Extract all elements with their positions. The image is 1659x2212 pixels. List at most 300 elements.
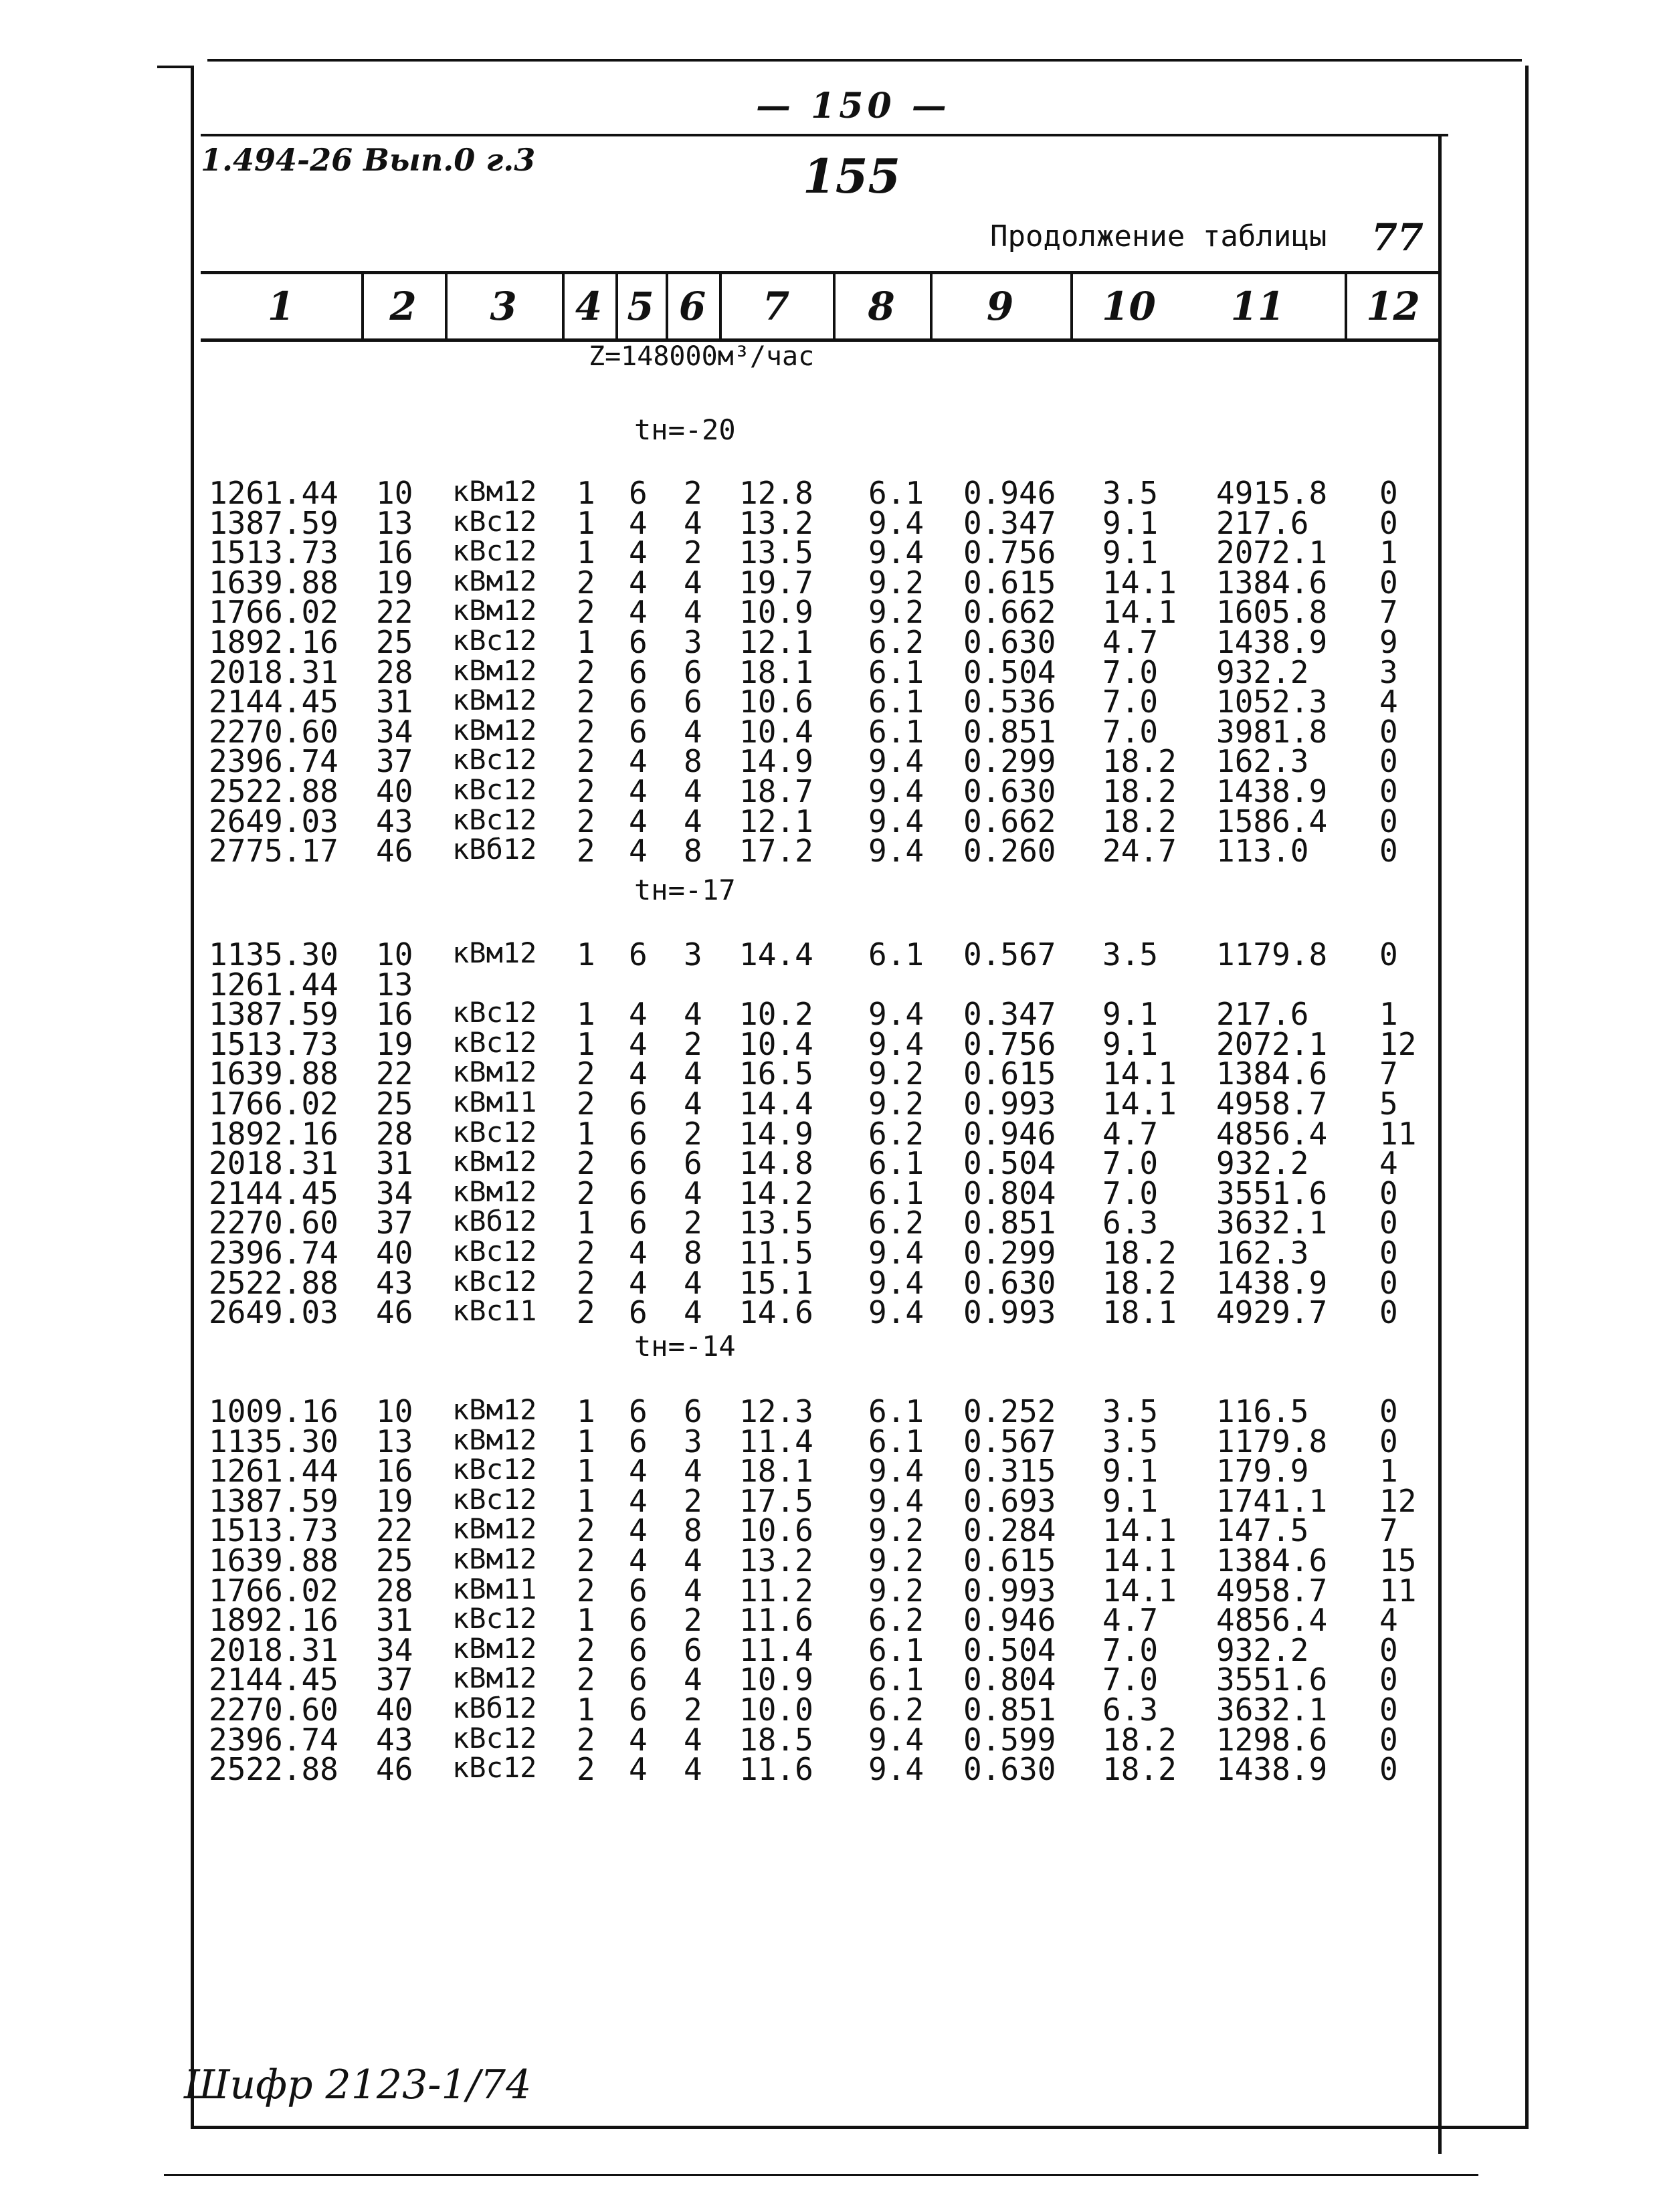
table-cell-col10: 9.1: [1102, 1482, 1159, 1519]
table-number: 77: [1371, 215, 1424, 260]
table-cell-col4: 1: [577, 504, 595, 541]
table-cell-col1: 1135.30: [209, 936, 338, 973]
table-cell-col6: 6: [684, 1393, 702, 1429]
table-cell-col6: 4: [684, 1175, 702, 1211]
table-cell-col10: 18.2: [1102, 1264, 1177, 1301]
table-cell-col12: 4: [1379, 1602, 1398, 1639]
table-cell-col3: кВб12: [452, 1692, 537, 1724]
table-cell-col12: 0: [1379, 803, 1398, 839]
table-cell-col8: 9.2: [868, 1055, 924, 1092]
table-cell-col3: кВм12: [452, 684, 537, 717]
table-cell-col4: 1: [577, 1482, 595, 1519]
table-cell-col5: 6: [629, 713, 648, 750]
table-cell-col1: 2144.45: [209, 1662, 338, 1698]
table-cell-col7: 11.6: [739, 1602, 813, 1639]
table-cell-col1: 1513.73: [209, 1025, 338, 1062]
table-cell-col12: 0: [1379, 564, 1398, 601]
column-header: 3: [490, 284, 517, 329]
table-cell-col3: кВс12: [452, 624, 537, 657]
table-cell-col2: 34: [376, 713, 413, 750]
table-cell-col4: 2: [577, 1264, 595, 1301]
table-cell-col4: 1: [577, 1393, 595, 1429]
table-cell-col1: 2396.74: [209, 1721, 338, 1758]
table-cell-col9: 0.946: [963, 475, 1056, 511]
table-cell-col1: 1892.16: [209, 1602, 338, 1639]
table-cell-col8: 6.1: [868, 1393, 924, 1429]
table-cell-col7: 10.6: [739, 684, 813, 720]
table-cell-col3: кВс12: [452, 1115, 537, 1148]
table-cell-col2: 28: [376, 1115, 413, 1152]
table-cell-col12: 0: [1379, 1235, 1398, 1271]
table-cell-col10: 9.1: [1102, 504, 1159, 541]
table-cell-col3: кВм12: [452, 475, 537, 508]
table-cell-col4: 2: [577, 1542, 595, 1579]
table-cell-col11: 147.5: [1216, 1512, 1309, 1549]
table-cell-col10: 7.0: [1102, 684, 1159, 720]
table-cell-col3: кВм12: [452, 564, 537, 597]
table-cell-col11: 1298.6: [1216, 1721, 1328, 1758]
table-cell-col4: 1: [577, 1453, 595, 1490]
table-cell-col1: 2396.74: [209, 1235, 338, 1271]
table-cell-col10: 18.2: [1102, 1235, 1177, 1271]
table-cell-col3: кВм11: [452, 1086, 537, 1118]
table-cell-col5: 4: [629, 773, 648, 809]
table-cell-col8: 9.2: [868, 1086, 924, 1122]
table-cell-col10: 14.1: [1102, 1086, 1177, 1122]
table-cell-col6: 4: [684, 713, 702, 750]
table-cell-col3: кВб12: [452, 833, 537, 866]
table-cell-col1: 2270.60: [209, 713, 338, 750]
table-cell-col8: 6.1: [868, 653, 924, 690]
table-cell-col8: 6.1: [868, 713, 924, 750]
table-cell-col4: 2: [577, 713, 595, 750]
table-cell-col1: 2649.03: [209, 803, 338, 839]
table-cell-col8: 6.1: [868, 684, 924, 720]
table-cell-col12: 0: [1379, 936, 1398, 973]
column-header: 9: [986, 284, 1014, 329]
table-cell-col11: 113.0: [1216, 833, 1309, 870]
table-cell-col10: 14.1: [1102, 1512, 1177, 1549]
left-margin-line: [157, 66, 194, 68]
table-cell-col2: 25: [376, 624, 413, 660]
table-cell-col12: 12: [1379, 1482, 1417, 1519]
table-cell-col6: 3: [684, 1423, 702, 1460]
table-cell-col11: 1741.1: [1216, 1482, 1328, 1519]
table-cell-col9: 0.299: [963, 743, 1056, 780]
table-cell-col6: 4: [684, 1264, 702, 1301]
table-cell-col2: 46: [376, 833, 413, 870]
table-cell-col7: 13.5: [739, 534, 813, 571]
table-cell-col2: 46: [376, 1294, 413, 1331]
table-cell-col11: 162.3: [1216, 1235, 1309, 1271]
table-cell-col7: 11.5: [739, 1235, 813, 1271]
table-cell-col9: 0.993: [963, 1086, 1056, 1122]
table-cell-col11: 932.2: [1216, 1145, 1309, 1182]
table-cell-col9: 0.946: [963, 1115, 1056, 1152]
table-cell-col10: 7.0: [1102, 1175, 1159, 1211]
table-cell-col9: 0.315: [963, 1453, 1056, 1490]
table-cell-col6: 3: [684, 936, 702, 973]
table-cell-col7: 17.2: [739, 833, 813, 870]
table-cell-col6: 4: [684, 504, 702, 541]
table-cell-col2: 25: [376, 1086, 413, 1122]
table-cell-col8: 6.1: [868, 1631, 924, 1668]
table-cell-col2: 22: [376, 1055, 413, 1092]
table-cell-col4: 2: [577, 833, 595, 870]
column-header: 10: [1102, 284, 1156, 329]
table-cell-col6: 4: [684, 1453, 702, 1490]
table-cell-col11: 3632.1: [1216, 1205, 1328, 1241]
table-cell-col12: 0: [1379, 504, 1398, 541]
table-cell-col6: 2: [684, 1692, 702, 1728]
table-cell-col7: 13.2: [739, 1542, 813, 1579]
table-cell-col3: кВс12: [452, 1453, 537, 1486]
table-cell-col11: 217.6: [1216, 996, 1309, 1033]
table-cell-col2: 16: [376, 534, 413, 571]
table-cell-col5: 4: [629, 1025, 648, 1062]
table-cell-col10: 18.2: [1102, 773, 1177, 809]
column-header: 7: [762, 284, 790, 329]
table-cell-col9: 0.804: [963, 1175, 1056, 1211]
table-cell-col8: 6.2: [868, 1692, 924, 1728]
table-cell-col4: 1: [577, 1423, 595, 1460]
table-cell-col1: 2522.88: [209, 1264, 338, 1301]
table-cell-col2: 13: [376, 504, 413, 541]
table-cell-col4: 1: [577, 1205, 595, 1241]
table-cell-col3: кВб12: [452, 1205, 537, 1238]
table-cell-col4: 1: [577, 1115, 595, 1152]
table-cell-col1: 1892.16: [209, 1115, 338, 1152]
table-cell-col2: 19: [376, 1025, 413, 1062]
table-cell-col8: 9.4: [868, 1294, 924, 1331]
table-cell-col5: 4: [629, 1721, 648, 1758]
table-cell-col8: 9.2: [868, 1512, 924, 1549]
table-cell-col7: 11.2: [739, 1572, 813, 1609]
table-cell-col3: кВм12: [452, 713, 537, 746]
table-cell-col3: кВм11: [452, 1572, 537, 1605]
table-cell-col11: 932.2: [1216, 1631, 1309, 1668]
table-cell-col8: 6.2: [868, 1115, 924, 1152]
table-cell-col4: 2: [577, 1572, 595, 1609]
table-cell-col4: 1: [577, 1025, 595, 1062]
table-cell-col1: 1766.02: [209, 594, 338, 631]
table-cell-col5: 4: [629, 504, 648, 541]
table-cell-col11: 3981.8: [1216, 713, 1328, 750]
table-cell-col5: 6: [629, 1631, 648, 1668]
table-cell-col2: 31: [376, 1602, 413, 1639]
table-cell-col8: 9.4: [868, 1235, 924, 1271]
table-cell-col5: 6: [629, 1692, 648, 1728]
table-cell-col1: 1766.02: [209, 1572, 338, 1609]
table-cell-col8: 6.1: [868, 1423, 924, 1460]
table-cell-col4: 1: [577, 624, 595, 660]
table-cell-col10: 3.5: [1102, 1423, 1159, 1460]
table-cell-col10: 4.7: [1102, 1602, 1159, 1639]
table-cell-col11: 1438.9: [1216, 624, 1328, 660]
table-cell-col6: 4: [684, 1055, 702, 1092]
table-cell-col6: 6: [684, 684, 702, 720]
table-cell-col1: 2775.17: [209, 833, 338, 870]
table-cell-col11: 4929.7: [1216, 1294, 1328, 1331]
table-cell-col5: 6: [629, 1423, 648, 1460]
table-cell-col7: 10.4: [739, 1025, 813, 1062]
table-cell-col8: 9.4: [868, 1264, 924, 1301]
table-cell-col3: кВм12: [452, 653, 537, 687]
table-cell-col12: 0: [1379, 1692, 1398, 1728]
table-cell-col1: 1261.44: [209, 1453, 338, 1490]
table-cell-col4: 2: [577, 1631, 595, 1668]
table-cell-col2: 43: [376, 1264, 413, 1301]
table-cell-col12: 5: [1379, 1086, 1398, 1122]
column-header: 8: [868, 284, 895, 329]
table-cell-col5: 6: [629, 1294, 648, 1331]
table-cell-col9: 0.284: [963, 1512, 1056, 1549]
table-cell-col2: 16: [376, 1453, 413, 1490]
table-cell-col11: 4958.7: [1216, 1572, 1328, 1609]
table-cell-col4: 2: [577, 743, 595, 780]
table-cell-col9: 0.630: [963, 1264, 1056, 1301]
table-cell-col10: 3.5: [1102, 936, 1159, 973]
table-cell-col10: 14.1: [1102, 1055, 1177, 1092]
table-cell-col2: 16: [376, 996, 413, 1033]
table-cell-col6: 2: [684, 1482, 702, 1519]
table-cell-col9: 0.615: [963, 1055, 1056, 1092]
table-cell-col11: 179.9: [1216, 1453, 1309, 1490]
table-cell-col12: 7: [1379, 594, 1398, 631]
table-cell-col9: 0.504: [963, 1631, 1056, 1668]
table-cell-col1: 1513.73: [209, 534, 338, 571]
table-cell-col7: 10.9: [739, 1662, 813, 1698]
table-cell-col1: 1261.44: [209, 966, 338, 1003]
header-top-line: [201, 134, 1448, 136]
table-cell-col12: 1: [1379, 534, 1398, 571]
table-cell-col10: 7.0: [1102, 713, 1159, 750]
table-cell-col3: кВс12: [452, 1602, 537, 1635]
table-cell-col5: 4: [629, 1751, 648, 1788]
table-cell-col3: кВс12: [452, 1482, 537, 1516]
table-cell-col11: 1179.8: [1216, 936, 1328, 973]
table-cell-col1: 1639.88: [209, 1542, 338, 1579]
table-cell-col4: 2: [577, 1086, 595, 1122]
table-cell-col5: 6: [629, 936, 648, 973]
table-cell-col6: 4: [684, 1751, 702, 1788]
table-cell-col12: 12: [1379, 1025, 1417, 1062]
table-cell-col5: 6: [629, 1145, 648, 1182]
column-header: 12: [1366, 284, 1420, 329]
table-cell-col3: кВс12: [452, 803, 537, 836]
table-cell-col6: 8: [684, 1512, 702, 1549]
table-cell-col6: 4: [684, 996, 702, 1033]
table-cell-col8: 6.1: [868, 475, 924, 511]
table-cell-col9: 0.630: [963, 624, 1056, 660]
table-cell-col8: 9.4: [868, 1453, 924, 1490]
table-cell-col5: 4: [629, 594, 648, 631]
table-cell-col10: 7.0: [1102, 653, 1159, 690]
table-cell-col5: 6: [629, 624, 648, 660]
table-cell-col9: 0.615: [963, 1542, 1056, 1579]
table-cell-col2: 10: [376, 936, 413, 973]
table-cell-col1: 1513.73: [209, 1512, 338, 1549]
table-cell-col10: 18.2: [1102, 803, 1177, 839]
table-cell-col2: 19: [376, 564, 413, 601]
table-cell-col11: 1605.8: [1216, 594, 1328, 631]
table-cell-col2: 34: [376, 1175, 413, 1211]
table-cell-col10: 4.7: [1102, 624, 1159, 660]
table-cell-col7: 14.4: [739, 936, 813, 973]
table-cell-col5: 6: [629, 1175, 648, 1211]
table-cell-col11: 1438.9: [1216, 1751, 1328, 1788]
table-cell-col9: 0.567: [963, 1423, 1056, 1460]
table-cell-col1: 1135.30: [209, 1423, 338, 1460]
column-header: 2: [389, 284, 417, 329]
table-cell-col8: 9.2: [868, 564, 924, 601]
table-cell-col12: 0: [1379, 833, 1398, 870]
table-cell-col1: 2018.31: [209, 1631, 338, 1668]
table-cell-col9: 0.804: [963, 1662, 1056, 1698]
table-cell-col8: 9.4: [868, 1025, 924, 1062]
table-cell-col2: 40: [376, 1692, 413, 1728]
table-cell-col8: 9.4: [868, 1751, 924, 1788]
table-cell-col9: 0.756: [963, 1025, 1056, 1062]
table-cell-col5: 4: [629, 1055, 648, 1092]
column-header-row: [201, 271, 1442, 342]
table-cell-col3: кВс12: [452, 1235, 537, 1268]
page-number: 155: [803, 148, 901, 204]
table-cell-col2: 10: [376, 475, 413, 511]
table-cell-col1: 1261.44: [209, 475, 338, 511]
table-cell-col5: 4: [629, 1512, 648, 1549]
table-cell-col5: 6: [629, 475, 648, 511]
table-cell-col6: 8: [684, 743, 702, 780]
table-cell-col5: 6: [629, 1086, 648, 1122]
table-cell-col4: 2: [577, 773, 595, 809]
table-cell-col7: 14.4: [739, 1086, 813, 1122]
table-cell-col10: 6.3: [1102, 1692, 1159, 1728]
table-cell-col6: 4: [684, 803, 702, 839]
table-cell-col8: 9.4: [868, 803, 924, 839]
table-cell-col8: 9.4: [868, 1721, 924, 1758]
table-cell-col9: 0.993: [963, 1294, 1056, 1331]
table-cell-col10: 9.1: [1102, 534, 1159, 571]
table-cell-col11: 4856.4: [1216, 1115, 1328, 1152]
table-cell-col2: 22: [376, 594, 413, 631]
table-cell-col9: 0.536: [963, 684, 1056, 720]
table-cell-col5: 4: [629, 833, 648, 870]
table-cell-col7: 13.2: [739, 504, 813, 541]
table-cell-col1: 1387.59: [209, 1482, 338, 1519]
table-cell-col12: 0: [1379, 1751, 1398, 1788]
table-cell-col10: 18.1: [1102, 1294, 1177, 1331]
table-cell-col7: 10.4: [739, 713, 813, 750]
table-cell-col4: 2: [577, 684, 595, 720]
table-cell-col2: 10: [376, 1393, 413, 1429]
table-cell-col10: 9.1: [1102, 1453, 1159, 1490]
table-cell-col7: 11.4: [739, 1423, 813, 1460]
table-cell-col12: 4: [1379, 684, 1398, 720]
table-cell-col6: 2: [684, 1602, 702, 1639]
table-cell-col9: 0.615: [963, 564, 1056, 601]
table-cell-col8: 9.4: [868, 773, 924, 809]
table-cell-col4: 2: [577, 1055, 595, 1092]
table-cell-col6: 4: [684, 773, 702, 809]
table-cell-col4: 2: [577, 1721, 595, 1758]
table-cell-col5: 6: [629, 1205, 648, 1241]
table-cell-col2: 40: [376, 773, 413, 809]
table-cell-col3: кВс12: [452, 1025, 537, 1059]
table-cell-col8: 6.2: [868, 1602, 924, 1639]
table-cell-col11: 4958.7: [1216, 1086, 1328, 1122]
table-cell-col1: 1387.59: [209, 504, 338, 541]
table-cell-col11: 1438.9: [1216, 1264, 1328, 1301]
table-cell-col9: 0.504: [963, 653, 1056, 690]
table-cell-col8: 6.1: [868, 1662, 924, 1698]
table-cell-col10: 24.7: [1102, 833, 1177, 870]
table-cell-col11: 2072.1: [1216, 534, 1328, 571]
table-cell-col3: кВм12: [452, 1631, 537, 1665]
table-cell-col7: 14.2: [739, 1175, 813, 1211]
table-cell-col5: 4: [629, 1482, 648, 1519]
table-cell-col3: кВс12: [452, 743, 537, 777]
table-cell-col7: 14.9: [739, 1115, 813, 1152]
table-cell-col10: 14.1: [1102, 564, 1177, 601]
table-cell-col3: кВм12: [452, 1662, 537, 1695]
table-cell-col1: 1387.59: [209, 996, 338, 1033]
table-cell-col3: кВм12: [452, 1145, 537, 1179]
table-cell-col4: 1: [577, 475, 595, 511]
table-cell-col4: 2: [577, 564, 595, 601]
table-cell-col1: 1639.88: [209, 1055, 338, 1092]
table-cell-col12: 4: [1379, 1145, 1398, 1182]
table-cell-col2: 22: [376, 1512, 413, 1549]
table-cell-col4: 2: [577, 1751, 595, 1788]
table-cell-col7: 11.6: [739, 1751, 813, 1788]
table-box: [1438, 134, 1442, 2154]
table-cell-col11: 116.5: [1216, 1393, 1309, 1429]
table-cell-col1: 2270.60: [209, 1692, 338, 1728]
table-cell-col11: 1179.8: [1216, 1423, 1328, 1460]
table-cell-col9: 0.662: [963, 594, 1056, 631]
table-cell-col12: 0: [1379, 1205, 1398, 1241]
table-cell-col5: 4: [629, 996, 648, 1033]
section-title: tн=-14: [634, 1330, 736, 1363]
column-header: 6: [678, 284, 706, 329]
table-cell-col6: 2: [684, 1205, 702, 1241]
table-cell-col9: 0.599: [963, 1721, 1056, 1758]
table-cell-col3: кВс12: [452, 996, 537, 1029]
table-cell-col10: 18.2: [1102, 1751, 1177, 1788]
table-cell-col7: 18.1: [739, 653, 813, 690]
table-cell-col10: 18.2: [1102, 1721, 1177, 1758]
table-cell-col12: 0: [1379, 773, 1398, 809]
table-cell-col12: 0: [1379, 743, 1398, 780]
table-cell-col10: 3.5: [1102, 475, 1159, 511]
column-header: 4: [575, 284, 603, 329]
table-cell-col12: 9: [1379, 624, 1398, 660]
table-cell-col7: 12.1: [739, 803, 813, 839]
table-cell-col6: 2: [684, 1025, 702, 1062]
table-cell-col8: 9.2: [868, 594, 924, 631]
section-title: tн=-20: [634, 413, 736, 446]
table-cell-col2: 13: [376, 966, 413, 1003]
table-cell-col12: 0: [1379, 1631, 1398, 1668]
table-cell-col11: 1384.6: [1216, 1542, 1328, 1579]
table-cell-col7: 14.8: [739, 1145, 813, 1182]
table-cell-col1: 2396.74: [209, 743, 338, 780]
column-header: 5: [627, 284, 654, 329]
table-cell-col5: 6: [629, 1393, 648, 1429]
table-cell-col7: 14.9: [739, 743, 813, 780]
table-cell-col6: 4: [684, 1662, 702, 1698]
